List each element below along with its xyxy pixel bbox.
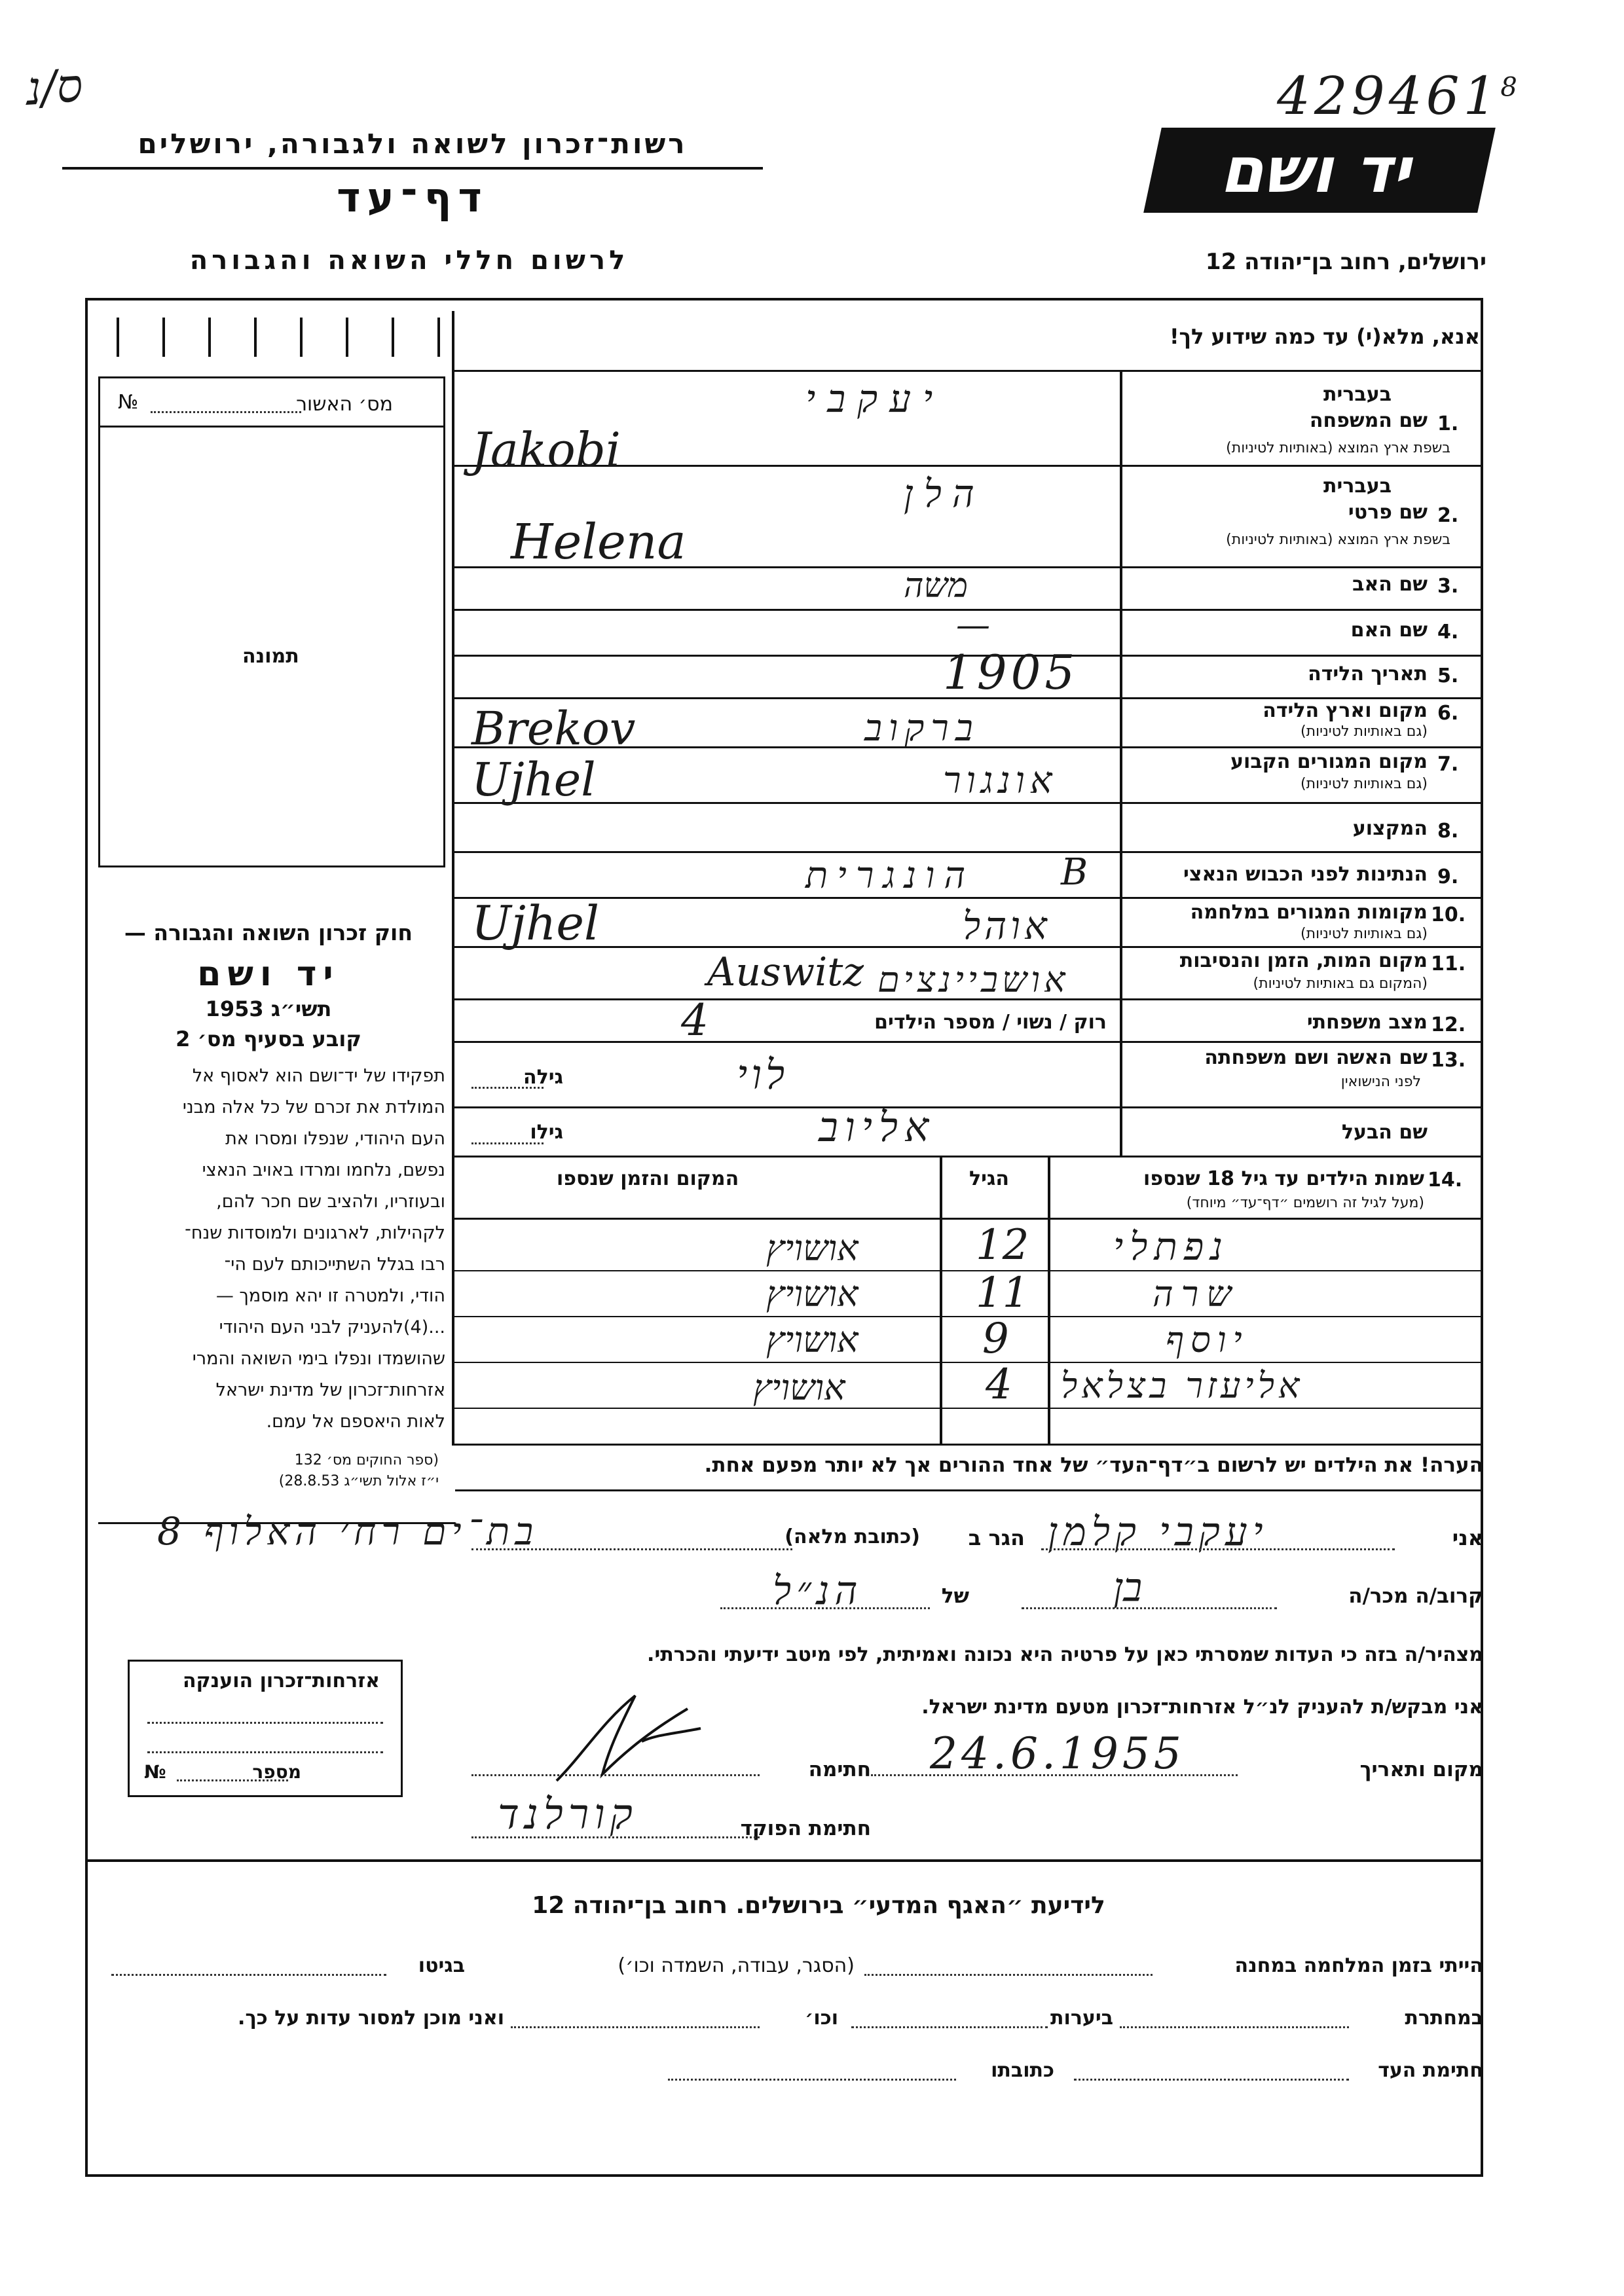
child-3-name: יוסף xyxy=(1166,1319,1249,1360)
row-sep-14 xyxy=(452,1156,1483,1157)
field-13-value: לוי xyxy=(737,1051,789,1099)
law-line: שהושמדו ונפלו בימי השואה והמרי xyxy=(192,1349,445,1369)
field-7-sub: (גם באותיות לטיניות) xyxy=(1301,776,1428,792)
citizenship-number-line xyxy=(177,1779,288,1781)
field-3-num: 3. xyxy=(1437,575,1459,598)
law-title-2: יד ושם xyxy=(197,955,340,994)
field-5-value: 1905 xyxy=(943,645,1079,700)
law-title-1: חוק זכרון השואה והגבורה — xyxy=(124,920,413,945)
field-10-num: 10. xyxy=(1431,903,1466,926)
child-4-age: 4 xyxy=(986,1360,1012,1409)
field-8-num: 8. xyxy=(1437,820,1459,843)
row-sep-7 xyxy=(452,802,1483,804)
official-signature-label: חתימת הפוקד xyxy=(740,1817,871,1840)
field-9-num: 9. xyxy=(1437,866,1459,888)
children-vline-1 xyxy=(940,1156,942,1444)
husband-age-line xyxy=(471,1142,544,1144)
relation-value: בן xyxy=(1113,1565,1143,1611)
child-3-age: 9 xyxy=(982,1315,1009,1363)
law-line: הודי, ולמטרה זו יהא מוסמך — xyxy=(215,1286,445,1306)
authority-line: רשות־זכרון לשואה ולגבורה, ירושלים xyxy=(138,128,688,160)
child-2-place: אושויץ xyxy=(766,1273,858,1315)
declarant-ani: אני xyxy=(1452,1525,1483,1550)
signature-label: חתימה xyxy=(808,1758,871,1781)
field-1-value-hebrew: יעקבי xyxy=(805,376,945,421)
bottom-line1-dots-2 xyxy=(111,1974,386,1976)
row-sep-12 xyxy=(452,1041,1483,1043)
field-12-children-count: 4 xyxy=(681,995,709,1046)
label-column-divider xyxy=(1120,370,1122,1156)
field-12-status-options: רוק / נשוי / מספר הילדים xyxy=(874,1011,1107,1034)
law-year: תשי״ג 1953 xyxy=(205,996,332,1021)
authority-underline xyxy=(62,167,763,170)
request-text: אני מבקש/ת להעניק לנ״ל אזרחות־זכרון מטעם מדינת ישראל. xyxy=(921,1696,1483,1719)
of-line xyxy=(720,1607,930,1609)
citizenship-number-label: מספר xyxy=(252,1761,301,1783)
intro-divider xyxy=(452,370,1483,372)
citizenship-line-2 xyxy=(147,1751,383,1753)
photo-label: תמונה xyxy=(242,645,299,668)
of-value: הנ״ל xyxy=(773,1568,863,1614)
law-line: ובעוזריו, ולהציב שם חכר להם, xyxy=(216,1192,445,1212)
field-10-label: מקומות המגורים במלחמה xyxy=(1190,901,1428,924)
bottom-line2-a: במחתרת xyxy=(1405,2007,1483,2030)
field-11-value-latin: Auswitz xyxy=(707,949,864,995)
field-9-label: הנתינות לפני הכבוש הנאצי xyxy=(1183,863,1428,886)
field-7-value-hebrew: אונגור xyxy=(943,759,1058,802)
children-row-sep-2 xyxy=(452,1316,1483,1317)
children-col-age: הגיל xyxy=(969,1167,1009,1190)
date-line xyxy=(871,1774,1238,1776)
declarant-lives-in: הגר ב xyxy=(968,1525,1025,1550)
official-signature-line xyxy=(471,1836,760,1838)
field-1-side: בעברית xyxy=(1323,383,1392,406)
field-13-age-label: גילה xyxy=(523,1066,563,1089)
children-title: שמות הילדים עד גיל 18 שנספו xyxy=(1143,1167,1424,1190)
bottom-line2-dots-1 xyxy=(1120,2026,1349,2028)
law-source-1: (ספר החוקים מס׳ 132 xyxy=(294,1452,439,1468)
children-row-sep-4 xyxy=(452,1408,1483,1409)
bottom-line1-c: בגיטו xyxy=(418,1954,465,1977)
field-11-num: 11. xyxy=(1431,953,1466,975)
law-source-2: י״ז אלול תשי״ג 28.8.53) xyxy=(278,1473,439,1489)
field-13-age-line xyxy=(471,1087,544,1089)
field-7-label: מקום המגורים הקבוע xyxy=(1230,750,1428,773)
child-1-place: אושויץ xyxy=(766,1228,858,1269)
photo-divider xyxy=(98,426,445,428)
serial-main: 429461 xyxy=(1277,65,1501,126)
field-3-label: שם האב xyxy=(1352,573,1428,596)
law-line: לאות היאספם אל עמם. xyxy=(266,1412,445,1432)
field-9-value-latin: B xyxy=(1061,851,1088,894)
logo-text: יד ושם xyxy=(1216,134,1423,207)
children-row-sep-3 xyxy=(452,1362,1483,1363)
child-4-place: אושויץ xyxy=(753,1367,845,1408)
field-2-value-hebrew: הלן xyxy=(904,471,985,516)
law-line: אזרחות־זכרון של מדינת ישראל xyxy=(215,1380,445,1400)
field-2-side: בעברית xyxy=(1323,475,1392,498)
field-8-label: המקצוע xyxy=(1352,817,1428,840)
field-12-label: מצב משפחתי xyxy=(1306,1011,1428,1034)
field-2-value-latin: Helena xyxy=(511,514,686,570)
field-1-num: 1. xyxy=(1437,412,1459,435)
bottom-line1-dots-1 xyxy=(864,1974,1153,1976)
field-6-num: 6. xyxy=(1437,702,1459,725)
field-10-value-hebrew: אוהל xyxy=(963,903,1051,948)
field-10-sub: (גם באותיות לטיניות) xyxy=(1301,926,1428,942)
relation-line xyxy=(1022,1607,1277,1609)
child-1-age: 12 xyxy=(976,1221,1029,1269)
bottom-line3-a: חתימת העד xyxy=(1378,2059,1483,2082)
children-num: 14. xyxy=(1428,1169,1463,1192)
field-6-sub: (גם באותיות לטיניות) xyxy=(1301,723,1428,740)
citizenship-title: אזרחות־זכרון הוענקה xyxy=(182,1669,380,1692)
note-divider xyxy=(455,1489,1483,1491)
row-sep-13 xyxy=(452,1106,1483,1108)
husband-label: שם הבעל xyxy=(1341,1121,1428,1144)
field-5-label: תאריך הלידה xyxy=(1308,663,1428,685)
field-11-sub: (המקום גם באותיות לטיניות) xyxy=(1253,975,1428,992)
intro-text: אנא, מלא(י) עד כמה שידוע לך! xyxy=(1169,324,1480,349)
husband-value: אליוב xyxy=(819,1103,936,1151)
form-subtitle: לרשום חללי השואה והגבורה xyxy=(189,246,629,276)
children-subtitle: (מעל לגיל זה רושמים ״דף־עד״ מיוחד) xyxy=(1186,1195,1424,1211)
note-text: הערה! את הילדים יש לרשום ב״דף־העד״ של אחד ההורים אך לא יותר מפעם אחת. xyxy=(704,1453,1483,1477)
place-date-label: מקום ותאריך xyxy=(1359,1758,1483,1781)
field-9-value-hebrew: הונגרית xyxy=(805,854,975,897)
registration-ticks xyxy=(111,318,452,357)
law-line: תפקידו של יד־ושם הוא לאסוף אל xyxy=(192,1066,445,1086)
field-7-value-latin: Ujhel xyxy=(471,753,596,807)
children-vline-2 xyxy=(1048,1156,1050,1444)
bottom-line2-b: ביערות xyxy=(1050,2007,1113,2030)
field-11-value-hebrew: אושביינצים xyxy=(877,959,1069,1000)
child-1-name: נפתלי xyxy=(1113,1224,1229,1269)
field-3-value-hebrew: משה xyxy=(904,566,969,606)
declarant-address-value: בת־ים רח׳ האלוף 8 xyxy=(157,1509,539,1554)
bottom-line1-b: (הסגר, עבודה, השמדה וכו׳) xyxy=(618,1954,855,1977)
field-4-label: שם האם xyxy=(1350,619,1428,642)
bottom-line2-d: ואני מוכן למסור עדות על כך. xyxy=(238,2007,504,2030)
approval-number-label: מס׳ האשור xyxy=(296,393,393,416)
bottom-line1-a: הייתי בזמן המלחמה במחנה xyxy=(1234,1954,1483,1977)
field-13-label: שם האשה ושם משפחתה xyxy=(1204,1046,1428,1069)
row-sep-9 xyxy=(452,897,1483,899)
declarant-address-line xyxy=(471,1548,792,1550)
child-2-age: 11 xyxy=(976,1269,1029,1317)
children-header-sep xyxy=(452,1218,1483,1220)
bottom-line2-c: וכו׳ xyxy=(805,2007,838,2030)
field-4-value: — xyxy=(956,606,990,645)
law-line: העם היהודי, שנפלו ומסרו את xyxy=(225,1129,445,1149)
child-2-name: שרה xyxy=(1153,1273,1240,1315)
field-4-num: 4. xyxy=(1437,621,1459,644)
field-13-num: 13. xyxy=(1431,1049,1466,1072)
bottom-title: לידיעת ״האגף המדעי״ בירושלים. רחוב בן־יהודה 12 xyxy=(532,1892,1105,1919)
child-3-place: אושויץ xyxy=(766,1319,858,1360)
declare-text: מצהיר/ה בזה כי העדות שמסרתי כאן על פרטיה היא נכונה ואמיתית, לפי מיטב ידיעתי והכרתי. xyxy=(647,1643,1483,1666)
citizenship-no-sign: № xyxy=(144,1761,166,1783)
field-1-label: שם המשפחה xyxy=(1309,409,1428,432)
official-signature-value: קורלנד xyxy=(498,1791,638,1839)
children-table-bottom xyxy=(452,1444,1483,1446)
field-2-sub: בשפת ארץ המוצא (באותיות לטיניות) xyxy=(1226,532,1450,548)
bottom-line3-dots-1 xyxy=(1074,2079,1349,2081)
form-serial-number xyxy=(1277,65,1521,126)
field-1-sub: בשפת ארץ המוצא (באותיות לטיניות) xyxy=(1226,440,1450,456)
address-line: ירושלים, רחוב בן־יהודה 12 xyxy=(1205,249,1486,275)
bottom-line3-dots-2 xyxy=(668,2079,956,2081)
husband-age-label: גילו xyxy=(530,1121,563,1144)
relation-label: קרוב/ה מכר/ה xyxy=(1348,1584,1483,1608)
field-10-value-latin: Ujhel xyxy=(471,896,600,951)
law-text xyxy=(105,1061,445,1438)
child-4-name: אליעזר בצלאל xyxy=(1061,1365,1304,1406)
field-2-label: שם פרטי xyxy=(1348,501,1428,524)
field-7-num: 7. xyxy=(1437,753,1459,776)
field-6-value-latin: Brekov xyxy=(471,702,636,756)
field-12-num: 12. xyxy=(1431,1013,1466,1036)
approval-photo-box xyxy=(98,376,445,867)
field-6-label: מקום וארץ הלידה xyxy=(1263,699,1428,722)
bottom-line3-b: כתובתו xyxy=(991,2059,1054,2082)
law-clause: קובע בסעיף מס׳ 2 xyxy=(175,1027,361,1051)
law-line: המולדת את זכרם של כל אלה מבני xyxy=(182,1097,445,1118)
field-2-num: 2. xyxy=(1437,504,1459,527)
row-sep-8 xyxy=(452,851,1483,853)
children-row-sep-1 xyxy=(452,1270,1483,1271)
approval-number-line xyxy=(151,411,301,413)
corner-note: ס/נ xyxy=(24,58,84,116)
serial-sup: 8 xyxy=(1500,72,1521,103)
form-title: דף־עד xyxy=(337,173,489,221)
date-value: 24.6.1955 xyxy=(930,1728,1185,1779)
field-1-value-latin: Jakobi xyxy=(471,422,621,477)
law-line: לקהילות, לארגונים ולמוסדות שנח־ xyxy=(185,1223,445,1243)
approval-no-sign: № xyxy=(118,391,139,414)
yad-vashem-logo xyxy=(1143,128,1496,213)
of-label: של xyxy=(941,1584,969,1608)
declarant-name-value: יעקבי קלמן xyxy=(1048,1509,1268,1555)
field-13-sub: לפני הנישואין xyxy=(1340,1074,1421,1090)
declarant-full-address-label: (כתובת מלאה) xyxy=(784,1525,920,1548)
law-line: רבו בגלל השתייכותם לעם הי־ xyxy=(224,1254,445,1275)
bottom-line2-dots-3 xyxy=(511,2026,760,2028)
citizenship-line-1 xyxy=(147,1722,383,1724)
ticks-svg xyxy=(111,318,452,357)
field-5-num: 5. xyxy=(1437,665,1459,687)
field-11-label: מקום המות, הזמן והנסיבות xyxy=(1179,949,1428,972)
declarant-name-line xyxy=(1041,1548,1395,1550)
bottom-divider xyxy=(85,1859,1483,1862)
signature-scribble xyxy=(544,1683,714,1794)
law-line: נפשם, נלחמו ומרדו באויב הנאצי xyxy=(202,1160,445,1180)
children-col-place: המקום והזמן שנספו xyxy=(557,1167,739,1190)
field-6-value-hebrew: ברקוב xyxy=(864,707,980,750)
law-line: ...(4)להעניק לבני העם היהודי xyxy=(219,1317,445,1338)
bottom-line2-dots-2 xyxy=(851,2026,1048,2028)
